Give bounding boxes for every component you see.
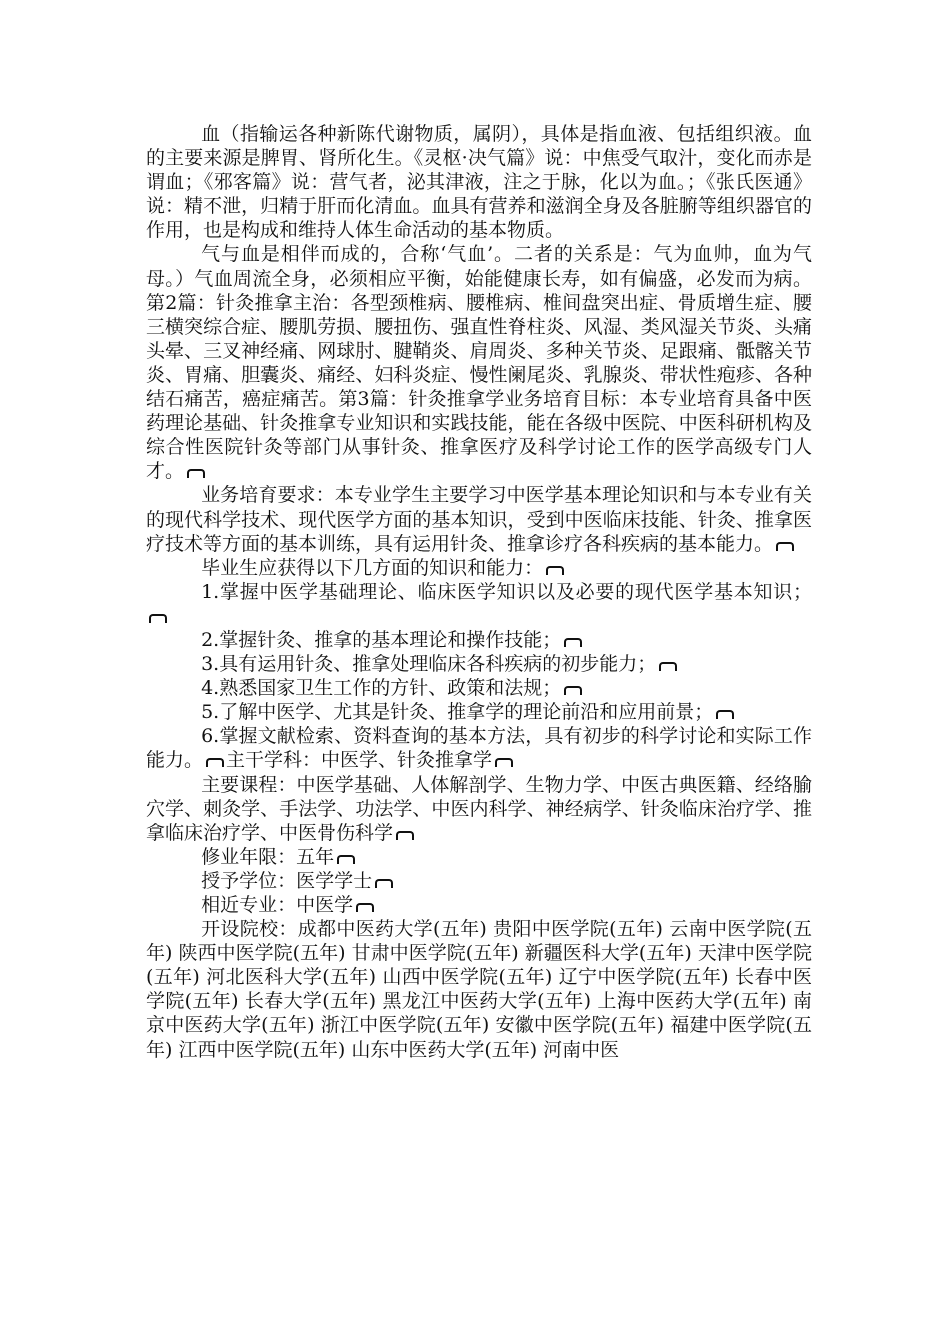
main-discipline-text: 主干学科：中医学、针灸推拿学 bbox=[226, 749, 493, 772]
list-item-text: 3.具有运用针灸、推拿处理临床各科疾病的初步能力； bbox=[201, 653, 657, 676]
list-item-text: 1.掌握中医学基础理论、临床医学知识以及必要的现代医学基本知识； bbox=[201, 580, 812, 603]
list-item-text: 2.掌握针灸、推拿的基本理论和操作技能； bbox=[201, 628, 562, 651]
paragraph-text: 血（指输运各种新陈代谢物质，属阴），具体是指血液、包括组织液。血的主要来源是脾胃、肾所化生。《灵枢·决气篇》说：中焦受气取汁，变化而赤是谓血；《邪客篇》说：营气者，泌其津液，注之于脉，化以为血。；《张氏医通》说：精不泄，归精于肝而化清血。血具有营养和滋润全身及各脏腑等组织器官的作用，也是构成和维持人体生命活动的基本物质。 bbox=[146, 123, 812, 242]
return-mark-icon bbox=[375, 879, 393, 888]
list-item-2 bbox=[146, 628, 812, 652]
return-mark-icon bbox=[149, 614, 167, 623]
list-item-1 bbox=[146, 580, 812, 628]
return-mark-icon bbox=[206, 758, 224, 767]
list-item-text: 5.了解中医学、尤其是针灸、推拿学的理论前沿和应用前景； bbox=[201, 701, 714, 724]
paragraph-text: 开设院校：成都中医药大学(五年) 贵阳中医学院(五年) 云南中医学院(五年) 陕西中医学院(五年) 甘肃中医学院(五年) 新疆医科大学(五年) 天津中医学院(五年) 河北医科大学(五年) 山西中医学院(五年) 辽宁中医学院(五年) 长春中医学院(五年) 长春大学(五年) 黑龙江中医药大学(五年) 上海中医药大学(五年) 南京中医药大学(五年) 浙江中医学院(五年) 安徽中医学院(五年) 福建中医学院(五年) 江西中医学院(五年) 山东中医药大学(五年) 河南中医 bbox=[146, 918, 812, 1061]
paragraph-qi-blood bbox=[146, 242, 812, 483]
list-item-4 bbox=[146, 676, 812, 700]
paragraph-duration bbox=[146, 845, 812, 869]
paragraph-blood bbox=[146, 122, 812, 242]
paragraph-text: 主要课程：中医学基础、人体解剖学、生物力学、中医古典医籍、经络腧穴学、刺灸学、手法学、功法学、中医内科学、神经病学、针灸临床治疗学、推拿临床治疗学、中医骨伤科学 bbox=[146, 773, 812, 844]
list-item-text: 4.熟悉国家卫生工作的方针、政策和法规； bbox=[201, 677, 562, 700]
document-body bbox=[146, 122, 812, 1062]
paragraph-degree bbox=[146, 869, 812, 893]
return-mark-icon bbox=[776, 542, 794, 551]
paragraph-text: 业务培育要求：本专业学生主要学习中医学基本理论知识和与本专业有关的现代科学技术、现代医学方面的基本知识，受到中医临床技能、针灸、推拿医疗技术等方面的基本训练，具有运用针灸、推拿诊疗各科疾病的基本能力。 bbox=[146, 484, 812, 555]
return-mark-icon bbox=[337, 855, 355, 864]
list-item-6 bbox=[146, 724, 812, 772]
paragraph-requirements bbox=[146, 483, 812, 555]
return-mark-icon bbox=[716, 710, 734, 719]
return-mark-icon bbox=[564, 638, 582, 647]
return-mark-icon bbox=[495, 758, 513, 767]
return-mark-icon bbox=[356, 903, 374, 912]
return-mark-icon bbox=[564, 686, 582, 695]
paragraph-text: 相近专业：中医学 bbox=[201, 894, 354, 916]
paragraph-text: 毕业生应获得以下几方面的知识和能力： bbox=[201, 556, 544, 579]
list-item-5 bbox=[146, 700, 812, 724]
paragraph-courses bbox=[146, 773, 812, 845]
paragraph-text: 修业年限：五年 bbox=[201, 845, 335, 868]
paragraph-related-major bbox=[146, 893, 812, 917]
paragraph-text: 气与血是相伴而成的，合称‘气血’。二者的关系是：气为血帅，血为气母。）气血周流全身，必须相应平衡，始能健康长寿，如有偏盛，必发而为病。第2篇：针灸推拿主治：各型颈椎病、腰椎病、椎间盘突出症、骨质增生症、腰三横突综合症、腰肌劳损、腰扭伤、强直性脊柱炎、风湿、类风湿关节炎、头痛头晕、三叉神经痛、网球肘、腱鞘炎、肩周炎、多种关节炎、足跟痛、骶髂关节炎、胃痛、胆囊炎、痛经、妇科炎症、慢性阑尾炎、乳腺炎、带状性疱疹、各种结石痛苦，癌症痛苦。第3篇：针灸推拿学业务培育目标：本专业培育具备中医药理论基础、针灸推拿专业知识和实践技能，能在各级中医院、中医科研机构及综合性医院针灸等部门从事针灸、推拿医疗及科学讨论工作的医学高级专门人才。 bbox=[146, 243, 812, 483]
return-mark-icon bbox=[546, 566, 564, 575]
return-mark-icon bbox=[396, 831, 414, 840]
paragraph-graduates bbox=[146, 556, 812, 580]
list-item-3 bbox=[146, 652, 812, 676]
list-item-text: 6.掌握文献检索、资料查询的基本方法，具有初步的科学讨论和实际工作能力。 bbox=[146, 725, 812, 772]
paragraph-schools bbox=[146, 917, 812, 1062]
return-mark-icon bbox=[187, 469, 205, 478]
return-mark-icon bbox=[659, 662, 677, 671]
paragraph-text: 授予学位：医学学士 bbox=[201, 869, 373, 892]
